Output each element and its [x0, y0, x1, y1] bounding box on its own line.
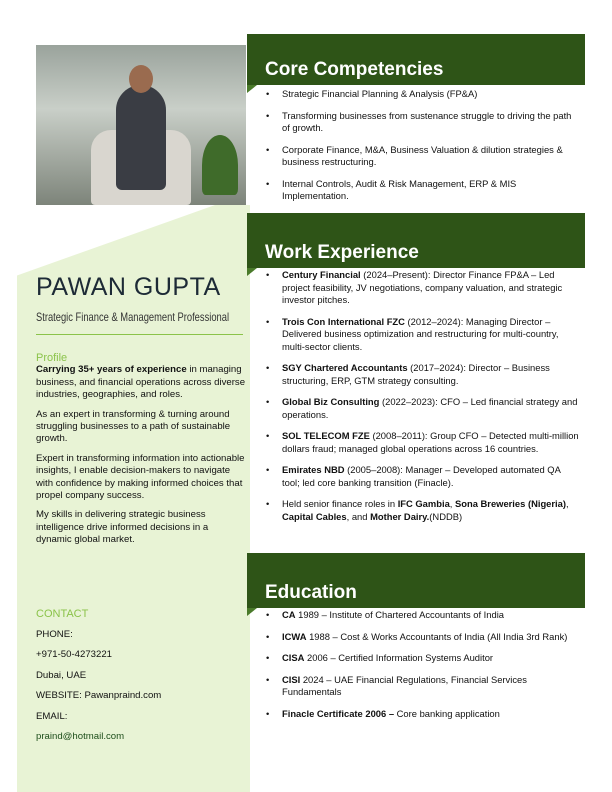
divider — [36, 334, 243, 335]
list-item: • CA 1989 – Institute of Chartered Accountants of India — [282, 609, 580, 622]
phone-value: +971-50-4273221 — [36, 649, 113, 660]
profile-text: Expert in transforming information into actionable insights, I enable decision-makers to navigate with confidence by making informed choices that propel company success. — [36, 452, 245, 502]
education-header — [247, 553, 585, 608]
profile-text: in managing business, and financial operations across diverse industries, geographies, and roles. — [36, 364, 246, 401]
section-title: Work Experience — [265, 242, 419, 263]
header-tab-decoration — [247, 608, 257, 616]
list-item: • Finacle Certificate 2006 – Core banking application — [282, 708, 580, 721]
contact-section — [36, 604, 246, 748]
profile-text: My skills in delivering strategic business intelligence drive informed decisions in a dynamic global market. — [36, 509, 209, 546]
list-item: • SGY Chartered Accountants (2017–2024): Director – Business structuring, ERP, GTM strategy consulting. — [282, 362, 580, 387]
contact-heading: CONTACT — [36, 608, 89, 620]
work-experience-list — [282, 269, 580, 532]
list-item: • Held senior finance roles in IFC Gambia, Sona Breweries (Nigeria), Capital Cables, and Mother Dairy.(NDDB) — [282, 498, 580, 523]
list-item: • SOL TELECOM FZE (2008–2011): Group CFO – Detected multi-million dollars fraud; managed global operations across 16 countries. — [282, 430, 580, 455]
profile-section — [36, 352, 246, 554]
profile-heading: Profile — [36, 352, 68, 364]
section-title: Core Competencies — [265, 59, 444, 80]
core-competencies-list — [282, 88, 580, 212]
list-item: • Trois Con International FZC (2012–2024): Managing Director – Delivered business optimization and restructuring for multi-country, multi-sector clients. — [282, 316, 580, 354]
header-tab-decoration — [247, 268, 257, 276]
list-item: • CISI 2024 – UAE Financial Regulations, Financial Services Fundamentals — [282, 674, 580, 699]
list-item: • Transforming businesses from sustenance struggle to driving the path of growth. — [282, 110, 580, 135]
core-competencies-header — [247, 34, 585, 85]
list-item: • Internal Controls, Audit & Risk Management, ERP & MIS Implementation. — [282, 178, 580, 203]
education-list — [282, 609, 580, 729]
header-tab-decoration — [247, 85, 257, 93]
phone-label: PHONE: — [36, 628, 73, 640]
list-item: • CISA 2006 – Certified Information Systems Auditor — [282, 652, 580, 665]
list-item: • Strategic Financial Planning & Analysis (FP&A) — [282, 88, 580, 101]
list-item: • Emirates NBD (2005–2008): Manager – Developed automated QA tool; led core banking transition (Finacle). — [282, 464, 580, 489]
profile-highlight: Carrying 35+ years of experience — [36, 364, 187, 376]
profile-text: As an expert in transforming & turning around struggling businesses to a path of sustainable growth. — [36, 408, 231, 445]
list-item: • Global Biz Consulting (2022–2023): CFO – Led financial strategy and operations. — [282, 396, 580, 421]
email-label: EMAIL: — [36, 710, 68, 722]
location: Dubai, UAE — [36, 669, 87, 681]
candidate-name: PAWAN GUPTA — [36, 273, 221, 301]
section-title: Education — [265, 582, 357, 603]
list-item: • Century Financial (2024–Present): Director Finance FP&A – Led project feasibility, JV negotiations, company valuation, and strategic investor pitches. — [282, 269, 580, 307]
work-experience-header — [247, 213, 585, 268]
candidate-subtitle: Strategic Finance & Management Professional — [36, 310, 230, 324]
email-link[interactable]: praind@hotmail.com — [36, 731, 125, 742]
profile-photo — [36, 45, 246, 205]
list-item: • ICWA 1988 – Cost & Works Accountants of India (All India 3rd Rank) — [282, 631, 580, 644]
website[interactable]: WEBSITE: Pawanpraind.com — [36, 690, 162, 701]
list-item: • Corporate Finance, M&A, Business Valuation & dilution strategies & business restructuring. — [282, 144, 580, 169]
